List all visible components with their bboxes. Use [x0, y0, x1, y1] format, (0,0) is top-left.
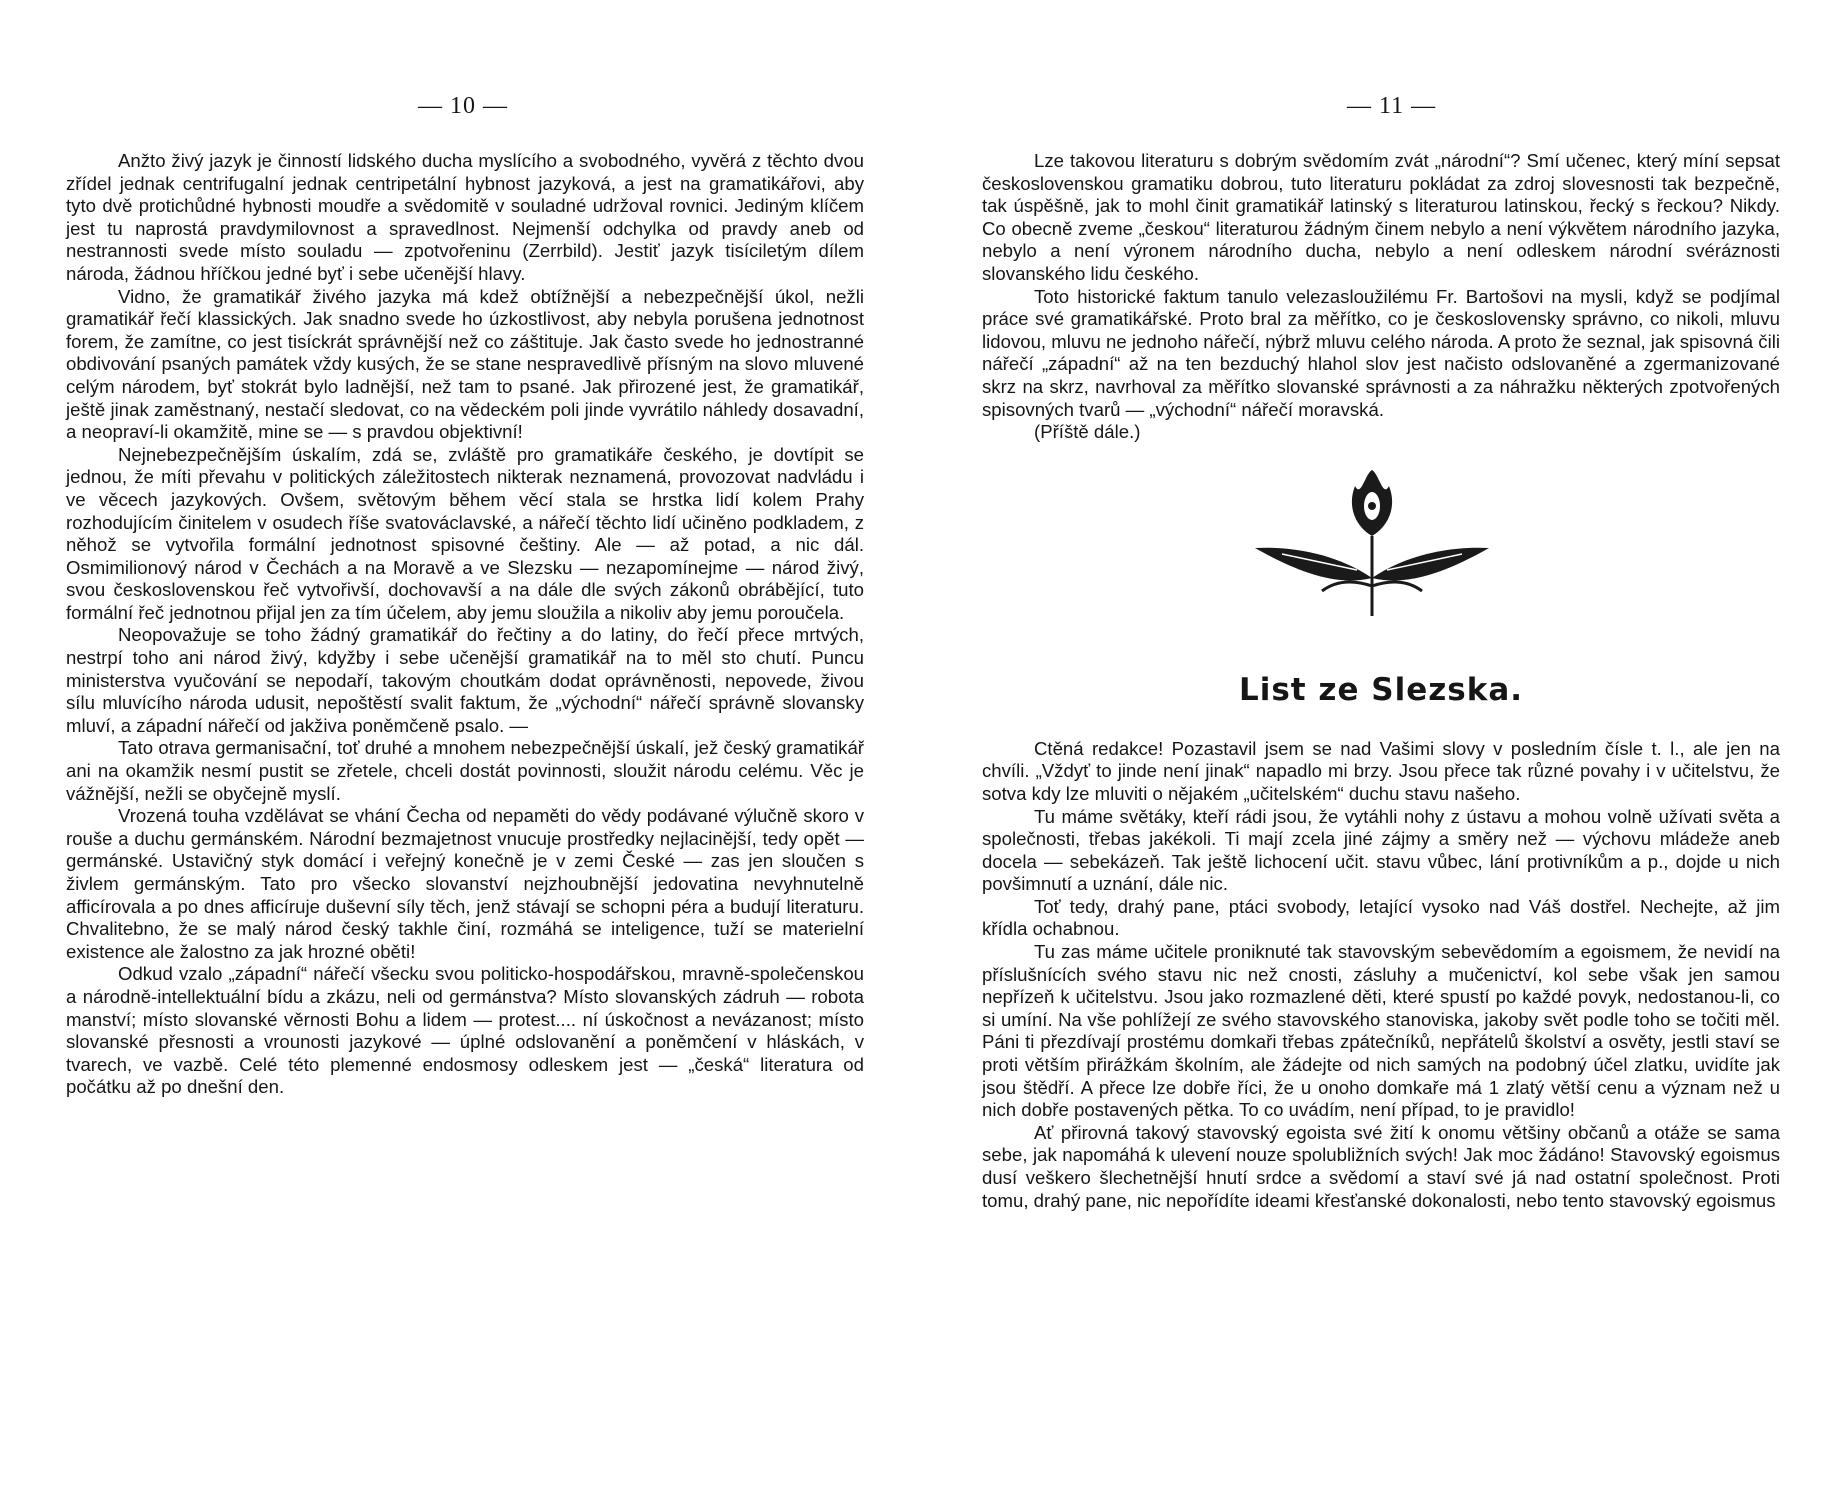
article-title: List ze Slezska.: [1238, 671, 1524, 708]
paragraph: Tu zas máme učitele proniknuté tak stavovským sebevědomím a egoismem, že nevidí na příslušnících svého stavu nic než cnosti, zásluhy a mučenictví, kol sebe však jen samou nepřízeň k učitelstvu. Jsou jako rozmazlené děti, které spustí po každé povyk, nedostanou-li, co si umíní. Na vše pohlížejí ze svého stavovského stanoviska, jakoby svět podle toho se točiti měl. Páni ti přezdívají prostému domkaři třebas zpátečníků, nepřátelů školství a osvěty, jestli staví se proti větším přirážkám školním, ale žádejte od nich samých na podobný účel zlatku, uvidíte jak jsou štědří. A přece lze dobře říci, že u onoho domkaře má 1 zlatý větší cenu a význam než u nich dobře postavených pětka. To co uvádím, není případ, to je pravidlo!: [982, 941, 1780, 1121]
right-page: [922, 0, 1844, 1500]
paragraph: Neopovažuje se toho žádný gramatikář do řečtiny a do latiny, do řečí přece mrtvých, nestrpí toho ani národ živý, kdyžby i sebe učenější gramatikář na to měl sto chutí. Puncu ministerstva vyučování se nepodaří, takovým choutkám dodat oprávněnosti, nepovede, živou sílu mluvícího národa udusit, nepoštěstí svalit faktum, že „východní“ nářečí správně slovansky mluví, a západní nářečí od jakživa poněmčeně psalo. —: [66, 624, 864, 736]
paragraph: Nejnebezpečnějším úskalím, zdá se, zvláště pro gramatikáře českého, je dovtípit se jednou, že míti převahu v politických záležitostech nikterak neznamená, provozovat nadvládu i ve věcech jazykových. Ovšem, světovým během věcí stala se hrstka lidí kolem Prahy rozhodujícím činitelem v osudech říše svatováclavské, a nářečí těchto lidí učiněno podkladem, z něhož se vytvořila formální jednotnost spisovné češtiny. Ale — až potad, a nic dál. Osmimilionový národ v Čechách a na Moravě a ve Slezsku — nezapomínejme — národ živý, svou československou řeč vytvořivší, dochovavší a na dále dle svých zákonů obrábějící, tuto formální řeč jednotnou přijal jen za tím účelem, aby jemu sloužila a nikoliv aby jemu poroučela.: [66, 443, 864, 623]
left-text-column: [66, 150, 864, 1099]
paragraph: Toť tedy, drahý pane, ptáci svobody, letající vysoko nad Váš dostřel. Nechejte, až jim křídla ochabnou.: [982, 895, 1780, 940]
right-text-column: [982, 150, 1780, 1212]
paragraph: Vrozená touha vzdělávat se vhání Čecha od nepaměti do vědy podávané výlučně skoro v rouše a duchu germánském. Národní bezmajetnost vnucuje prostředky nejlacinější, tedy opět — germánské. Ustavičný styk domácí i veřejný konečně je v zemi České — zas jen sloučen s živlem germánským. Tato pro všecko slovanství nejzhoubnější jedovatina nevyhnutelně afficírovala a po dnes afficíruje duševní síly těch, jenž stávají se schopni péra a budují literaturu. Chvalitebno, že se malý národ český takhle činí, rozmáhá se inteligence, tuží se materielní existence ale žalostno za jak hrozné oběti!: [66, 805, 864, 962]
continued-note: (Příště dále.): [1034, 421, 1141, 443]
paragraph: Odkud vzalo „západní“ nářečí všecku svou politicko-hospodářskou, mravně-společenskou a národně-intellektuální bídu a zkázu, neli od germánstva? Místo slovanských zádruh — robota manství; místo slovanské věrnosti Bohu a lidem — protest.... ní úskočnost a nevázanost; místo slovanské přesnosti a vrounosti jazykové — úplné odslovanění a poněmčení v hláskách, v tvarech, ve vazbě. Celé této plemenné endosmosy odleskem jest — „česká“ literatura od počátku až po dnešní den.: [66, 963, 864, 1098]
paragraph: Ať přirovná takový stavovský egoista své žití k onomu většiny občanů a otáže se sama sebe, jak napomáhá k ulevení nouze spolubližních svých! Jak moc žádáno! Stavovský egoismus dusí veškero šlechetnější hnutí srdce a svědomí a staví své já nad ostatní společnost. Proti tomu, drahý pane, nic nepořídíte ideami křesťanské dokonalosti, nebo tento stavovský egoismus: [982, 1121, 1780, 1211]
paragraph: Lze takovou literaturu s dobrým svědomím zvát „národní“? Smí učenec, který míní sepsat československou gramatiku dobrou, tuto literaturu pokládat za zdroj slovesnosti tak bezpečně, tak úspěšně, jak to mohl činit gramatikář latinský s literaturou latinskou, řecký s řeckou? Nikdy. Co obecně zveme „českou“ literaturou žádným činem nebylo a není výkvětem národního jazyka, nebylo a není výronem národního ducha, nebylo a není odleskem národní svéráznosti slovanského lidu českého.: [982, 150, 1780, 284]
paragraph: Vidno, že gramatikář živého jazyka má kdež obtížnější a nebezpečnější úkol, nežli gramatikář řečí klassických. Jak snadno svede ho úzkostlivost, aby nebyla porušena jednotnost forem, že zamítne, co jest tisíckrát správnější než co záštituje. Jak často svede ho jednostranné obdivování psaných památek vždy kusých, že se stane nespravedlivě přísným na slovo mluvené celým národem, byť stokrát bylo ladnější, než tam to psané. Jak přirozené jest, že gramatikář, ještě jinak zaměstnaný, nestačí sledovat, co na vědeckém poli jinde vyvrátilo náhledy dosavadní, a neopraví-li okamžitě, mine se — s pravdou objektivní!: [66, 285, 864, 443]
page-number: — 11 —: [1347, 93, 1437, 119]
floral-ornament-icon: [1247, 466, 1497, 616]
paragraph: Tu máme světáky, kteří rádi jsou, že vytáhli nohy z ústavu a mohou volně užívati světa a společnosti, třebas jakékoli. Ti mají zcela jiné zájmy a směry než — výchovu mládeže aneb docela — sebekázeň. Tak ještě lichocení učit. stavu vůbec, lání protivníkům a p., dojde u nich povšimnutí a uznání, dále nic.: [982, 805, 1780, 895]
paragraph: Toto historické faktum tanulo velezasloužilému Fr. Bartošovi na mysli, když se podjímal práce své gramatikářské. Proto bral za měřítko, co je československy správno, co nikoli, mluvu lidovou, mluvu ne jednoho nářečí, nýbrž mluvu celého národa. A proto že seznal, jak spisovná čili nářečí „západní“ až na ten bezduchý hlahol slov jest načisto odslovaněné a zgermanizované skrz na skrz, navrhoval za měřítko slovanské správnosti a za náhražku některých zpotvořených spisovných tvarů — „východní“ nářečí moravská.: [982, 285, 1780, 420]
paragraph: Tato otrava germanisační, toť druhé a mnohem nebezpečnější úskalí, jež český gramatikář ani na okamžik nesmí pustit se zřetele, chceli dostát povinnosti, sloužit národu celému. Věc je vážnější, nežli se obyčejně myslí.: [66, 737, 864, 804]
paragraph: Ctěná redakce! Pozastavil jsem se nad Vašimi slovy v posledním čísle t. l., ale jen na chvíli. „Vždyť to jinde není jinak“ napadlo mi brzy. Jsou přece tak různé povahy i v učitelstvu, že sotva kdy lze mluviti o nějakém „učitelském“ duchu stavu našeho.: [982, 737, 1780, 804]
paragraph: Anžto živý jazyk je činností lidského ducha myslícího a svobodného, vyvěrá z těchto dvou zřídel jednak centrifugalní jednak centripetální hybnost jazyková, a jest na gramatikářovi, aby tyto dvě protichůdné hybnosti moudře a svědomitě v souladné udržoval rovnici. Jediným klíčem jest tu naprostá pravdymilovnost a spravedlnost. Nejmenší odchylka od pravdy aneb od nestrannosti svede místo souladu — zpotvořeninu (Zerrbild). Jestiť jazyk tisíciletým dílem národa, žádnou hříčkou jedné byť i sebe učenější hlavy.: [66, 150, 864, 284]
page-number: — 10 —: [418, 93, 508, 119]
